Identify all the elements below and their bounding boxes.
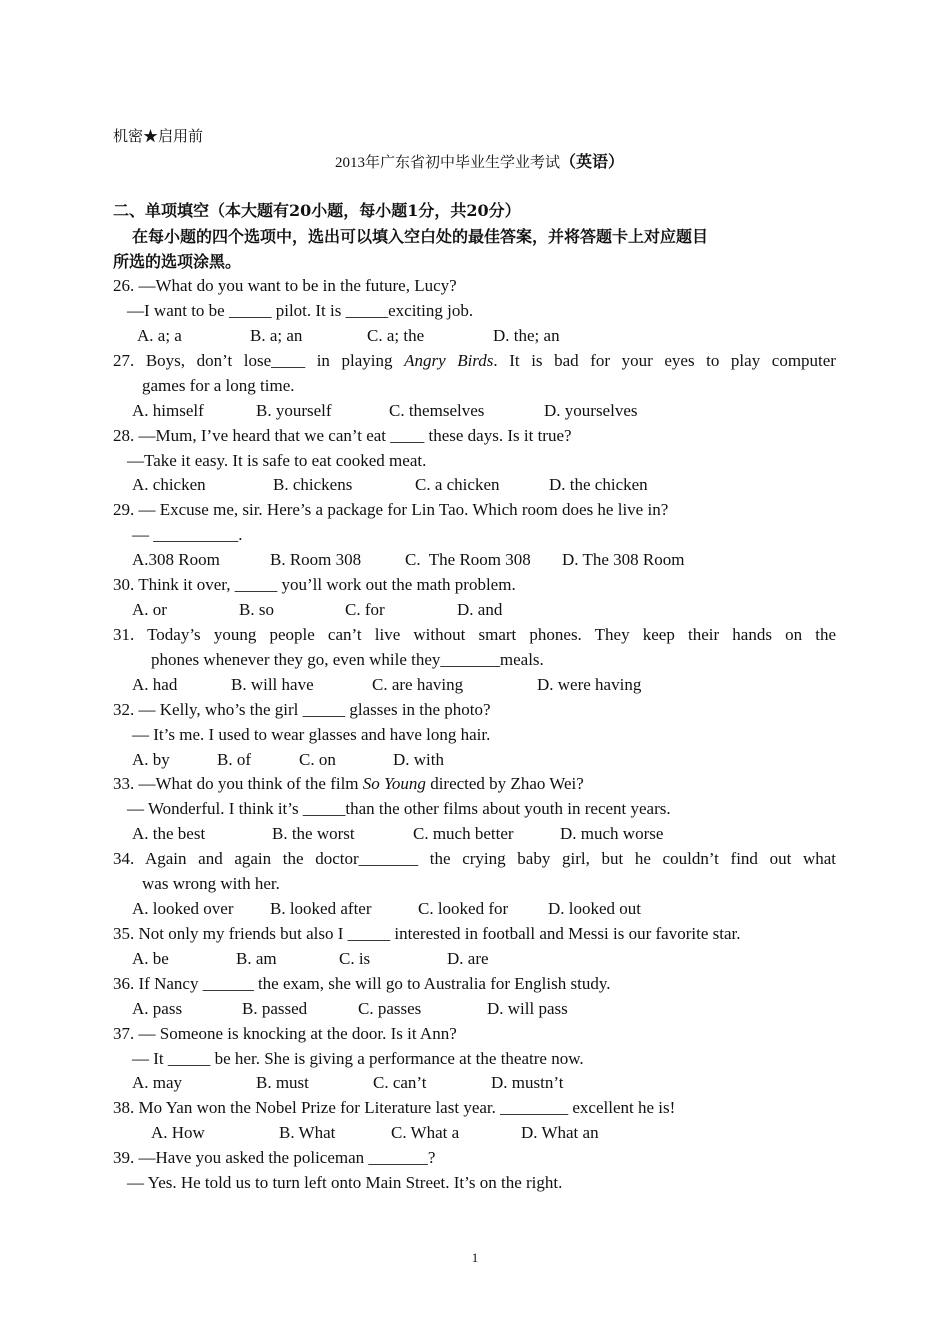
question-33-response: — Wonderful. I think it’s _____than the other films about youth in recent years. (127, 799, 671, 818)
option-a: A. himself (132, 401, 204, 420)
option-a: A. How (151, 1123, 205, 1142)
option-c: C. on (299, 750, 336, 769)
option-b: B. am (236, 949, 277, 968)
option-b: B. must (256, 1073, 309, 1092)
q27-pre: 27. Boys, don’t lose____ in playing (113, 351, 405, 370)
question-26-response: —I want to be _____ pilot. It is _____exciting job. (127, 301, 474, 320)
question-30-stem: 30. Think it over, _____ you’ll work out the math problem. (113, 575, 516, 594)
option-c: C. The Room 308 (405, 550, 531, 569)
section-instruction-2: 所选的选项涂黑。 (113, 252, 242, 271)
section-heading: 二、单项填空（本大题有20小题，每小题1分，共20分） (113, 201, 521, 220)
option-a: A. a; a (137, 326, 182, 345)
option-d: D. yourselves (544, 401, 638, 420)
option-b: B. a; an (250, 326, 303, 345)
q27-italic: Angry Birds (404, 351, 494, 370)
option-c: C. is (339, 949, 371, 968)
option-d: D. The 308 Room (562, 550, 685, 569)
question-35-options (132, 949, 489, 969)
option-c: C. a chicken (415, 475, 500, 494)
option-c: C. much better (413, 824, 514, 843)
exam-title-text: 2013年广东省初中毕业生学业考试 (335, 155, 561, 171)
option-a: A. may (132, 1073, 183, 1092)
question-34-options (132, 899, 641, 919)
option-a: A. pass (132, 999, 183, 1018)
question-34-stem: 34. Again and again the doctor_______ the crying baby girl, but he couldn’t find out what (113, 849, 836, 868)
option-c: C. are having (372, 675, 464, 694)
option-c: C. a; the (367, 326, 425, 345)
option-a: A.308 Room (132, 550, 220, 569)
option-a: A. by (132, 750, 170, 769)
option-a: A. the best (132, 824, 206, 843)
page-number: 1 (471, 1250, 479, 1265)
question-28-options (132, 475, 648, 495)
question-32-options (132, 750, 444, 770)
question-28-response: —Take it easy. It is safe to eat cooked meat. (127, 451, 427, 470)
option-d: D. What an (521, 1123, 599, 1142)
question-27-options (132, 401, 637, 421)
section-instruction-1: 在每小题的四个选项中，选出可以填入空白处的最佳答案，并将答题卡上对应题目 (132, 227, 709, 246)
option-d: D. much worse (560, 824, 664, 843)
q33-pre: 33. —What do you think of the film (113, 774, 363, 793)
option-d: D. were having (537, 675, 642, 694)
question-31-stem-cont: phones whenever they go, even while they_______meals. (151, 650, 544, 669)
question-29-stem: 29. — Excuse me, sir. Here’s a package for Lin Tao. Which room does he live in? (113, 500, 669, 519)
question-36-options (132, 999, 568, 1019)
question-39-stem: 39. —Have you asked the policeman _______? (113, 1148, 436, 1167)
exam-subject: （英语） (560, 152, 625, 171)
option-d: D. the; an (493, 326, 560, 345)
option-a: A. or (132, 600, 167, 619)
option-c: C. for (345, 600, 385, 619)
question-30-options (132, 600, 502, 620)
option-b: B. so (239, 600, 274, 619)
question-39-response: — Yes. He told us to turn left onto Main Street. It’s on the right. (127, 1173, 563, 1192)
question-31-stem: 31. Today’s young people can’t live without smart phones. They keep their hands on the (113, 625, 836, 644)
question-27-stem (113, 351, 836, 371)
option-b: B. passed (242, 999, 308, 1018)
question-35-stem: 35. Not only my friends but also I _____ interested in football and Messi is our favorite star. (113, 924, 741, 943)
question-33-options (132, 824, 663, 844)
q33-italic: So Young (362, 774, 426, 793)
question-32-stem: 32. — Kelly, who’s the girl _____ glasses in the photo? (113, 700, 491, 719)
option-d: D. will pass (487, 999, 568, 1018)
option-a: A. chicken (132, 475, 206, 494)
question-36-stem: 36. If Nancy ______ the exam, she will go to Australia for English study. (113, 974, 611, 993)
q27-post: . It is bad for your eyes to play computer (493, 351, 836, 370)
question-37-options (132, 1073, 563, 1093)
question-37-stem: 37. — Someone is knocking at the door. Is it Ann? (113, 1024, 457, 1043)
q33-post: directed by Zhao Wei? (425, 774, 584, 793)
question-34-stem-cont: was wrong with her. (142, 874, 280, 893)
question-26-stem: 26. —What do you want to be in the future, Lucy? (113, 276, 457, 295)
question-29-response: — __________. (132, 525, 243, 544)
option-b: B. of (217, 750, 251, 769)
option-d: D. with (393, 750, 444, 769)
confidential-label: 机密★启用前 (113, 129, 204, 145)
question-33-stem (113, 774, 584, 794)
option-d: D. and (457, 600, 503, 619)
option-a: A. had (132, 675, 178, 694)
question-38-stem: 38. Mo Yan won the Nobel Prize for Literature last year. ________ excellent he is! (113, 1098, 676, 1117)
question-29-options (132, 550, 684, 570)
option-b: B. What (279, 1123, 336, 1142)
question-37-response: — It _____ be her. She is giving a performance at the theatre now. (132, 1049, 584, 1068)
option-c: C. What a (391, 1123, 460, 1142)
option-d: D. the chicken (549, 475, 648, 494)
option-b: B. will have (231, 675, 314, 694)
question-27-stem-cont: games for a long time. (142, 376, 295, 395)
option-b: B. Room 308 (270, 550, 362, 569)
question-38-options (151, 1123, 599, 1143)
option-b: B. the worst (272, 824, 355, 843)
question-32-response: — It’s me. I used to wear glasses and have long hair. (132, 725, 491, 744)
option-c: C. looked for (418, 899, 509, 918)
option-a: A. be (132, 949, 169, 968)
option-c: C. themselves (389, 401, 485, 420)
question-31-options (132, 675, 641, 695)
option-d: D. are (447, 949, 489, 968)
option-a: A. looked over (132, 899, 234, 918)
option-c: C. can’t (373, 1073, 427, 1092)
option-c: C. passes (358, 999, 422, 1018)
option-b: B. yourself (256, 401, 332, 420)
option-d: D. looked out (548, 899, 642, 918)
question-28-stem: 28. —Mum, I’ve heard that we can’t eat ____ these days. Is it true? (113, 426, 572, 445)
option-b: B. chickens (273, 475, 353, 494)
option-d: D. mustn’t (491, 1073, 564, 1092)
option-b: B. looked after (270, 899, 372, 918)
question-26-options (137, 326, 560, 346)
exam-title (335, 152, 624, 173)
